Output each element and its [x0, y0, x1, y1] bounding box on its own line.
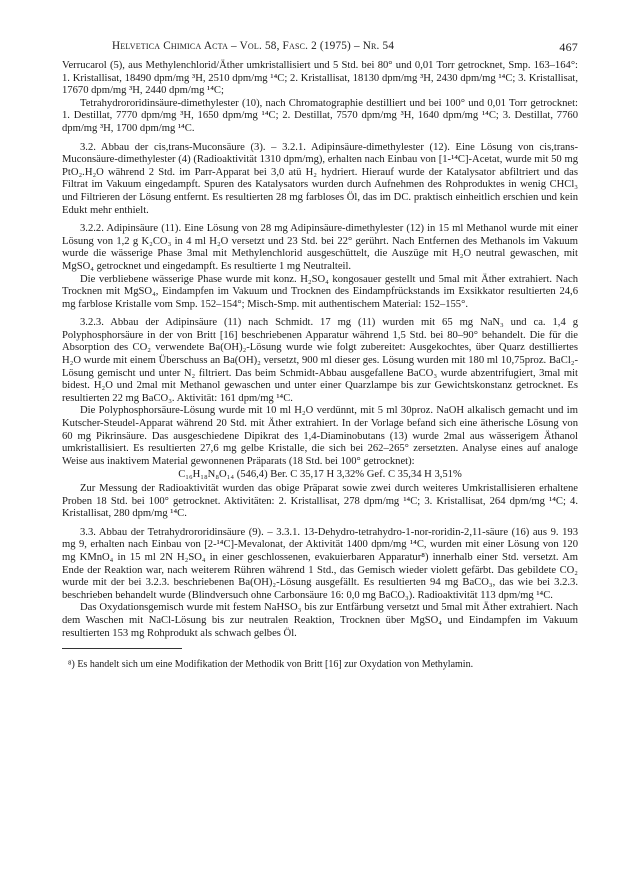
section-3-2-3-schmidt-abbau: 3.2.3. Abbau der Adipinsäure (11) nach Schmidt. 17 mg (11) wurden mit 65 mg NaN₃ und ca. 1,4 g Polyphosphorsäure in der von Britt [16] beschriebenen Apparatur während 1,5 Std. bei 80–90° behandelt. Die für die Absorption des CO₂ verwendete Ba(OH)₂-Lösung wurde wie folgt zubereitet: Ausgekochtes, über Quarz destilliertes H₂O wurde mit einem Überschuss an Ba(OH)₂ versetzt, 900 ml dieser ges. Lösung wurden mit 180 ml 10,75proz. BaCl₂-Lösung gemischt und unter N₂ filtriert. Das beim Schmidt-Abbau ausgefallene BaCO₃ wurde abzentrifugiert, 3mal mit bidest. H₂O und 2mal mit Methanol gewaschen und unter einer Quarzlampe bis zur Gewichtskonstanz getrocknet. Es resultierten 22 mg BaCO₃. Aktivität: 161 dpm/mg ¹⁴C.	[62, 317, 578, 404]
section-3-2-abbau-muconsaeure: 3.2. Abbau der cis,trans-Muconsäure (3). – 3.2.1. Adipinsäure-dimethylester (12). Eine Lösung von cis,trans-Muconsäure-dimethylester (4) (Radioaktivität 1310 dpm/mg), erhalten nach Einbau von [1-¹⁴C]-Acetat, wurde mit 50 mg PtO₂.H₂O während 2 Std. im Parr-Apparat bei 3,0 atü H₂ hydriert. Hierauf wurde der Katalysator abfiltriert und das Filtrat im Vakuum eingedampft. Spuren des Katalysators wurden durch Aufnehmen des Rohproduktes in wenig CHCl₃ und Filtrieren der Lösung entfernt. Es resultierten 28 mg farbloses Öl, das im DC. praktisch einheitlich erschien und kein Edukt mehr enthielt.	[62, 141, 578, 216]
journal-page	[62, 40, 578, 681]
paragraph-oxydationsgemisch: Das Oxydationsgemisch wurde mit festem NaHSO₃ bis zur Entfärbung versetzt und 5mal mit Äther extrahiert. Nach dem Waschen mit NaCl-Lösung bis zur neutralen Reaktion, Trocknen über MgSO₄ und Eindampfen im Vakuum resultierten 153 mg Rohprodukt als schwach gelbes Öl.	[62, 602, 578, 639]
paragraph-polyphosphorsaeure: Die Polyphosphorsäure-Lösung wurde mit 10 ml H₂O verdünnt, mit 5 ml 30proz. NaOH alkalisch gemacht und im Kutscher-Steudel-Apparat während 20 Std. mit Äther extrahiert. In der Vorlage befand sich eine ätherische Lösung von 60 mg Pikrinsäure. Das ausgeschiedene Dipikrat des 1,4-Diaminobutans (13) wurde 2mal aus wässerigem Äthanol umkristallisiert. Es resultierten 27,6 mg gelbe Kristalle, die sich bei 262–265° zersetzten. Analyse eines auf analoge Weise aus inaktivem Material gewonnenen Präparats (18 Std. bei 100° getrocknet):	[62, 405, 578, 467]
paragraph-verrucarol: Verrucarol (5), aus Methylenchlorid/Äther umkristallisiert und 5 Std. bei 80° und 0,01 Torr getrocknet, Smp. 163–164°: 1. Kristallisat, 18490 dpm/mg ³H, 2510 dpm/mg ¹⁴C; 2. Kristallisat, 18130 dpm/mg ³H, 2430 dpm/mg ¹⁴C; 3. Kristallisat, 17670 dpm/mg ³H, 2440 dpm/mg ¹⁴C;	[62, 60, 578, 97]
footnote-8: ⁸) Es handelt sich um eine Modifikation der Methodik von Britt [16] zur Oxydation von Methylamin.	[68, 659, 474, 671]
paragraph-tetrahydrororidinsaeure-ester: Tetrahydrororidinsäure-dimethylester (10), nach Chromatographie destilliert und bei 100° und 0,01 Torr getrocknet: 1. Destillat, 7770 dpm/mg ³H, 1650 dpm/mg ¹⁴C; 2. Destillat, 7570 dpm/mg ³H, 1640 dpm/mg ¹⁴C; 3. Destillat, 7760 dpm/mg ³H, 1700 dpm/mg ¹⁴C.	[62, 97, 578, 134]
article-body	[62, 60, 578, 640]
section-3-2-2-adipinsaeure: 3.2.2. Adipinsäure (11). Eine Lösung von 28 mg Adipinsäure-dimethylester (12) in 15 ml Methanol wurde mit einer Lösung von 1,2 g K₂CO₃ in 4 ml H₂O versetzt und 23 Std. bei 22° gerührt. Nach Entfernen des Methanols im Vakuum wurde die wässerige Phase 3mal mit Methylenchlorid ausgeschüttelt, die Auszüge mit H₂O neutral gewaschen, mit MgSO₄ getrocknet und eingedampft. Es resultierte 1 mg Neutralteil.	[62, 223, 578, 272]
paragraph-radioaktivitaet: Zur Messung der Radioaktivität wurden das obige Präparat sowie zwei durch weiteres Umkristallisieren erhaltene Proben 18 Std. bei 100° getrocknet. Aktivitäten: 2. Kristallisat, 278 dpm/mg ¹⁴C; 3. Kristallisat, 264 dpm/mg ¹⁴C; 4. Kristallisat, 280 dpm/mg ¹⁴C.	[62, 483, 578, 520]
page-number: 467	[559, 40, 578, 54]
footnote-divider	[62, 648, 182, 649]
section-3-3-abbau-tetrahydrororidinsaeure: 3.3. Abbau der Tetrahydrororidinsäure (9). – 3.3.1. 13-Dehydro-tetrahydro-1-nor-roridin-2,11-säure (16) aus 9. 193 mg 9, erhalten nach Einbau von [2-¹⁴C]-Mevalonat, der Aktivität 1400 dpm/mg ¹⁴C, wurden mit einer Lösung von 120 mg KMnO₄ in 15 ml 2N H₂SO₄ in einer geschlossenen, evakuierbaren Apparatur⁸) innerhalb einer Std. versetzt. Am Ende der Reaktion war, nach weiterem Rühren während 1 Std., das Gemisch wieder violett gefärbt. Das gebildete CO₂ wurde mit der bei 3.2.3. beschriebenen Ba(OH)₂-Lösung ausgefällt. Es resultierten 94 mg BaCO₃, das wie bei 3.2.3. beschrieben behandelt wurde (Blindversuch ohne Carbonsäure 16: 0,0 mg BaCO₃). Radioaktivität 113 dpm/mg ¹⁴C.	[62, 526, 578, 601]
paragraph-waessrige-phase: Die verbliebene wässerige Phase wurde mit konz. H₂SO₄ kongosauer gestellt und 5mal mit Äther extrahiert. Nach Trocknen mit MgSO₄, Eindampfen im Vakuum und Trocknen des Eindampfrückstands im Exsikkator resultierten 24,6 mg farblose Kristalle vom Smp. 152–154°; Misch-Smp. mit authentischem Material: 152–155°.	[62, 273, 578, 310]
page-header	[62, 40, 578, 60]
elemental-analysis-line: C₁₆H₁₈N₈O₁₄ (546,4) Ber. C 35,17 H 3,32% Gef. C 35,34 H 3,51%	[178, 469, 462, 481]
running-title: Helvetica Chimica Acta – Vol. 58, Fasc. 2 (1975) – Nr. 54	[112, 40, 395, 52]
